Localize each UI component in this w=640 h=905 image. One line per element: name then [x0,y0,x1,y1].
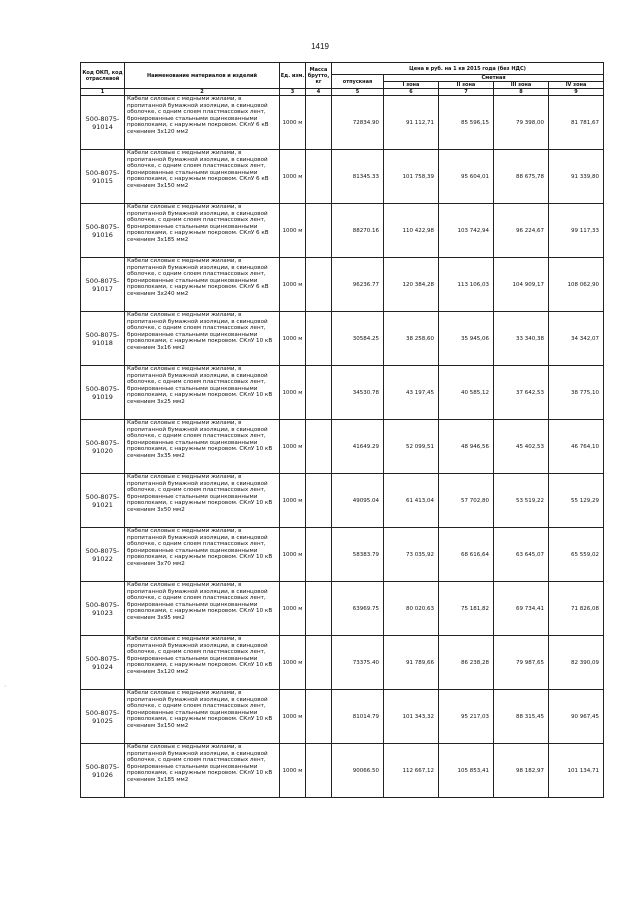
release-price: 90066.50 [332,744,384,798]
table-row [81,204,604,258]
table-row [81,150,604,204]
okp-code [81,636,125,690]
material-description [125,366,280,420]
table-row [81,528,604,582]
mass-cell [306,744,332,798]
unit-cell: 1000 м [280,150,306,204]
material-description [125,744,280,798]
zone-3-price: 88 315,45 [494,690,549,744]
release-price: 81014.79 [332,690,384,744]
zone-4-price: 91 339,80 [549,150,604,204]
zone-4-price: 55 129,29 [549,474,604,528]
zone-3-price: 69 734,41 [494,582,549,636]
release-price: 41649.29 [332,420,384,474]
description-text: Кабели силовые с медными жилами, в пропитанной бумажной изоляции, в свинцовой оболочке, с одним слоем пластмассовых лент, бронированные стальными оцинкованными проволоками, с наружным покровом. СКлУ 10 кВ сечением 3х185 мм2 [127,744,273,783]
header-code: Код ОКП, код отраслевой [81,63,125,89]
zone-1-price: 43 197,45 [384,366,439,420]
okp-code [81,528,125,582]
page-number: 1419 [311,42,329,51]
header-unit: Ед. изм. [280,63,306,89]
margin-mark: · [4,683,7,690]
okp-code [81,96,125,150]
zone-3-price: 96 224,67 [494,204,549,258]
release-price: 73375.40 [332,636,384,690]
okp-code-line: 500-8075- [85,114,120,123]
description-text: Кабели силовые с медными жилами, в пропитанной бумажной изоляции, в свинцовой оболочке, с одним слоем пластмассовых лент, бронированные стальными оцинкованными проволоками, с наружным покровом. СКлУ 10 кВ сечением 3х50 мм2 [127,474,273,513]
unit-cell: 1000 м [280,528,306,582]
zone-1-price: 73 035,92 [384,528,439,582]
material-description [125,420,280,474]
header-price-title: Цена в руб. на 1 кв 2015 года (без НДС) [332,63,604,75]
zone-2-price: 85 596,15 [439,96,494,150]
table-row [81,258,604,312]
zone-3-price: 53 519,22 [494,474,549,528]
zone-3-price: 79 987,65 [494,636,549,690]
description-text: Кабели силовые с медными жилами, в пропитанной бумажной изоляции, в свинцовой оболочке, с одним слоем пластмассовых лент, бронированные стальными оцинкованными проволоками, с наружным покровом. СКлУ 6 кВ сечением 3х150 мм2 [127,150,269,189]
description-text: Кабели силовые с медными жилами, в пропитанной бумажной изоляции, в свинцовой оболочке, с одним слоем пластмассовых лент, бронированные стальными оцинкованными проволоками, с наружным покровом. СКлУ 10 кВ сечением 3х120 мм2 [127,636,273,675]
description-text: Кабели силовые с медными жилами, в пропитанной бумажной изоляции, в свинцовой оболочке, с одним слоем пластмассовых лент, бронированные стальными оцинкованными проволоками, с наружным покровом. СКлУ 10 кВ сечением 3х150 мм2 [127,690,273,729]
okp-code [81,744,125,798]
index-cell: 7 [439,89,494,96]
table-row [81,636,604,690]
zone-3-price: 33 340,38 [494,312,549,366]
header-zone-3: III зона [494,82,549,89]
unit-cell: 1000 м [280,96,306,150]
table-row [81,96,604,150]
material-description [125,636,280,690]
okp-code-line: 500-8075- [85,438,120,447]
header-zone-2: II зона [439,82,494,89]
zone-4-price: 108 062,90 [549,258,604,312]
description-text: Кабели силовые с медными жилами, в пропитанной бумажной изоляции, в свинцовой оболочке, с одним слоем пластмассовых лент, бронированные стальными оцинкованными проволоками, с наружным покровом. СКлУ 10 кВ сечением 3х95 мм2 [127,582,273,621]
okp-code-line: 500-8075- [85,762,120,771]
material-description [125,528,280,582]
okp-code-line: 500-8075- [85,384,120,393]
okp-code-line: 91015 [92,176,113,185]
table-row [81,474,604,528]
header-zone-4: IV зона [549,82,604,89]
mass-cell [306,96,332,150]
zone-1-price: 80 020,63 [384,582,439,636]
index-row [81,89,604,96]
zone-3-price: 88 675,78 [494,150,549,204]
zone-4-price: 71 826,08 [549,582,604,636]
material-description [125,474,280,528]
mass-cell [306,474,332,528]
okp-code [81,420,125,474]
header-name: Наименование материалов и изделий [125,63,280,89]
unit-cell: 1000 м [280,204,306,258]
zone-2-price: 57 702,80 [439,474,494,528]
index-cell: 1 [81,89,125,96]
okp-code-line: 91023 [92,608,113,617]
okp-code-line: 500-8075- [85,330,120,339]
okp-code-line: 500-8075- [85,654,120,663]
zone-4-price: 99 117,33 [549,204,604,258]
mass-cell [306,636,332,690]
zone-2-price: 95 217,03 [439,690,494,744]
okp-code-line: 500-8075- [85,276,120,285]
material-description [125,150,280,204]
unit-cell: 1000 м [280,582,306,636]
release-price: 30584.25 [332,312,384,366]
zone-1-price: 91 112,71 [384,96,439,150]
table-row [81,420,604,474]
okp-code-line: 91024 [92,662,113,671]
zone-3-price: 63 645,07 [494,528,549,582]
index-cell: 6 [384,89,439,96]
zone-2-price: 95 604,01 [439,150,494,204]
unit-cell: 1000 м [280,474,306,528]
zone-2-price: 75 181,82 [439,582,494,636]
mass-cell [306,312,332,366]
zone-1-price: 112 667,12 [384,744,439,798]
material-description [125,204,280,258]
zone-2-price: 105 853,41 [439,744,494,798]
unit-cell: 1000 м [280,744,306,798]
mass-cell [306,690,332,744]
description-text: Кабели силовые с медными жилами, в пропитанной бумажной изоляции, в свинцовой оболочке, с одним слоем пластмассовых лент, бронированные стальными оцинкованными проволоками, с наружным покровом. СКлУ 6 кВ сечением 3х120 мм2 [127,96,269,135]
zone-2-price: 86 238,28 [439,636,494,690]
zone-4-price: 46 764,10 [549,420,604,474]
unit-cell: 1000 м [280,258,306,312]
unit-cell: 1000 м [280,636,306,690]
index-cell: 3 [280,89,306,96]
okp-code [81,582,125,636]
mass-cell [306,150,332,204]
zone-4-price: 82 390,09 [549,636,604,690]
header-zone-1: I зона [384,82,439,89]
okp-code-line: 91020 [92,446,113,455]
okp-code-line: 500-8075- [85,168,120,177]
okp-code-line: 500-8075- [85,492,120,501]
release-price: 34530.78 [332,366,384,420]
table-row [81,744,604,798]
okp-code [81,366,125,420]
index-cell: 8 [494,89,549,96]
table-row [81,582,604,636]
zone-3-price: 79 398,00 [494,96,549,150]
unit-cell: 1000 м [280,420,306,474]
zone-1-price: 120 384,28 [384,258,439,312]
table-row [81,312,604,366]
release-price: 88270.16 [332,204,384,258]
okp-code-line: 91025 [92,716,113,725]
okp-code [81,312,125,366]
description-text: Кабели силовые с медными жилами, в пропитанной бумажной изоляции, в свинцовой оболочке, с одним слоем пластмассовых лент, бронированные стальными оцинкованными проволоками, с наружным покровом. СКлУ 10 кВ сечением 3х16 мм2 [127,312,273,351]
material-description [125,96,280,150]
header-mass: Масса брутто, кг [306,63,332,89]
header-estimate: Сметная [384,75,604,82]
okp-code [81,474,125,528]
release-price: 96236.77 [332,258,384,312]
description-text: Кабели силовые с медными жилами, в пропитанной бумажной изоляции, в свинцовой оболочке, с одним слоем пластмассовых лент, бронированные стальными оцинкованными проволоками, с наружным покровом. СКлУ 10 кВ сечением 3х35 мм2 [127,420,273,459]
zone-1-price: 110 422,98 [384,204,439,258]
okp-code-line: 91021 [92,500,113,509]
zone-3-price: 37 642,53 [494,366,549,420]
zone-3-price: 98 182,97 [494,744,549,798]
zone-4-price: 81 781,67 [549,96,604,150]
release-price: 49095.04 [332,474,384,528]
index-cell: 4 [306,89,332,96]
okp-code-line: 91014 [92,122,113,131]
okp-code-line: 91016 [92,230,113,239]
material-description [125,582,280,636]
mass-cell [306,204,332,258]
price-table [80,62,604,798]
material-description [125,312,280,366]
zone-3-price: 104 909,17 [494,258,549,312]
unit-cell: 1000 м [280,312,306,366]
zone-1-price: 101 343,32 [384,690,439,744]
zone-2-price: 68 616,64 [439,528,494,582]
okp-code-line: 91017 [92,284,113,293]
zone-4-price: 65 559,02 [549,528,604,582]
unit-cell: 1000 м [280,366,306,420]
header-release: отпускная [332,75,384,89]
description-text: Кабели силовые с медными жилами, в пропитанной бумажной изоляции, в свинцовой оболочке, с одним слоем пластмассовых лент, бронированные стальными оцинкованными проволоками, с наружным покровом. СКлУ 6 кВ сечением 3х240 мм2 [127,258,269,297]
index-cell: 5 [332,89,384,96]
zone-4-price: 38 775,10 [549,366,604,420]
zone-1-price: 38 258,60 [384,312,439,366]
zone-1-price: 91 789,66 [384,636,439,690]
okp-code-line: 91026 [92,770,113,779]
okp-code-line: 500-8075- [85,708,120,717]
mass-cell [306,258,332,312]
release-price: 72834.90 [332,96,384,150]
unit-cell: 1000 м [280,690,306,744]
zone-4-price: 101 134,71 [549,744,604,798]
table-row [81,366,604,420]
okp-code [81,150,125,204]
okp-code-line: 91018 [92,338,113,347]
zone-4-price: 34 342,07 [549,312,604,366]
zone-2-price: 113 106,03 [439,258,494,312]
description-text: Кабели силовые с медными жилами, в пропитанной бумажной изоляции, в свинцовой оболочке, с одним слоем пластмассовых лент, бронированные стальными оцинкованными проволоками, с наружным покровом. СКлУ 10 кВ сечением 3х70 мм2 [127,528,273,567]
table-row [81,690,604,744]
zone-2-price: 40 585,12 [439,366,494,420]
okp-code-line: 91022 [92,554,113,563]
okp-code [81,690,125,744]
release-price: 63969.75 [332,582,384,636]
release-price: 81345.33 [332,150,384,204]
index-cell: 2 [125,89,280,96]
zone-2-price: 48 946,56 [439,420,494,474]
zone-1-price: 61 413,04 [384,474,439,528]
okp-code-line: 91019 [92,392,113,401]
okp-code [81,258,125,312]
mass-cell [306,420,332,474]
zone-3-price: 45 402,53 [494,420,549,474]
okp-code [81,204,125,258]
okp-code-line: 500-8075- [85,222,120,231]
zone-4-price: 90 967,45 [549,690,604,744]
index-cell: 9 [549,89,604,96]
material-description [125,690,280,744]
mass-cell [306,528,332,582]
release-price: 58383.79 [332,528,384,582]
zone-1-price: 101 758,39 [384,150,439,204]
okp-code-line: 500-8075- [85,546,120,555]
zone-1-price: 52 099,51 [384,420,439,474]
material-description [125,258,280,312]
mass-cell [306,582,332,636]
zone-2-price: 103 742,94 [439,204,494,258]
okp-code-line: 500-8075- [85,600,120,609]
description-text: Кабели силовые с медными жилами, в пропитанной бумажной изоляции, в свинцовой оболочке, с одним слоем пластмассовых лент, бронированные стальными оцинкованными проволоками, с наружным покровом. СКлУ 6 кВ сечением 3х185 мм2 [127,204,269,243]
mass-cell [306,366,332,420]
zone-2-price: 35 945,06 [439,312,494,366]
description-text: Кабели силовые с медными жилами, в пропитанной бумажной изоляции, в свинцовой оболочке, с одним слоем пластмассовых лент, бронированные стальными оцинкованными проволоками, с наружным покровом. СКлУ 10 кВ сечением 3х25 мм2 [127,366,273,405]
